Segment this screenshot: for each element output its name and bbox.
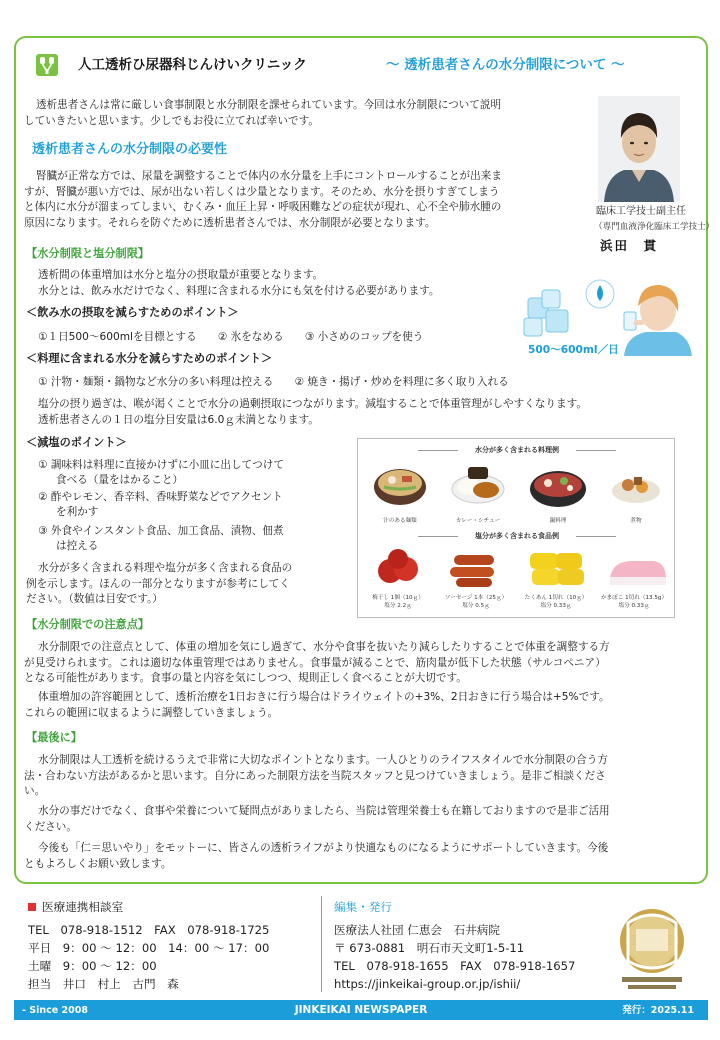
closing-p3-line-2: ともよろしくお願い致します。 bbox=[24, 857, 172, 870]
bottom-bar bbox=[14, 1000, 708, 1020]
staff-title: 臨床工学技士副主任 bbox=[596, 206, 686, 217]
publisher-title: 編集・発行 bbox=[334, 900, 392, 914]
saturday-hours: 土曜 9：00 ～ 12：00 bbox=[28, 959, 157, 973]
water-foods-images bbox=[370, 461, 670, 513]
salt-water-line-1: 透析間の体重増加は水分と塩分の摂取量が重要となります。 bbox=[38, 269, 324, 281]
salt-foods-title: 塩分が多く含まれる食品例 bbox=[475, 532, 559, 540]
closing-heading: 【最後に】 bbox=[26, 731, 82, 744]
water-food-caption: 鍋料理 bbox=[549, 518, 567, 524]
closing-p1-line-3: い。 bbox=[24, 785, 46, 797]
salt-food-caption: ソーセージ 1本（25ｇ） bbox=[444, 595, 508, 601]
low-salt-point-3b: は控える bbox=[56, 540, 99, 552]
low-salt-point-3a: ③ 外食やインスタント食品、加工食品、漬物、佃煮 bbox=[38, 525, 284, 537]
staff-photo bbox=[598, 96, 680, 202]
example-line-2: 例を示します。ほんの一部分となりますが参考にしてく bbox=[26, 577, 290, 590]
closing-p3-line-1: 今後も「仁＝思いやり」をモットーに、皆さんの透析ライフがより快適なものになるようにサポートしていきます。今後 bbox=[38, 842, 609, 854]
staff-name: 浜田 貫 bbox=[600, 238, 659, 253]
salt-food-caption: かまぼこ 1切れ（13.5g） bbox=[600, 595, 668, 601]
water-foods-title: 水分が多く含まれる料理例 bbox=[475, 446, 559, 454]
salt-food-caption: 梅干し 1個（10ｇ） bbox=[372, 595, 424, 601]
contact-tel-fax: TEL 078-918-1512 FAX 078-918-1725 bbox=[28, 923, 270, 937]
contact-staff: 担当 井口 村上 古門 森 bbox=[28, 977, 179, 991]
accreditation-badge-icon bbox=[614, 903, 690, 993]
publisher-address: 〒 673-0881 明石市天文町1-5-11 bbox=[334, 941, 525, 955]
intro-line-1: 透析患者さんは常に厳しい食事制限と水分制限を課せられています。今回は水分制限について説明 bbox=[36, 99, 502, 111]
publisher-org: 医療法人社団 仁恵会 石井病院 bbox=[334, 923, 500, 937]
low-salt-heading: ＜減塩のポイント＞ bbox=[26, 436, 127, 449]
salt-food-amount: 塩分 0.33ｇ bbox=[540, 603, 572, 609]
divider bbox=[576, 536, 616, 537]
low-salt-point-1a: ① 調味料は料理に直接かけずに小皿に出してつけて bbox=[38, 459, 284, 471]
closing-p1-line-1: 水分制限は人工透析を続けるうえで非常に大切なポイントとなります。一人ひとりのライフスタイルで水分制限の合う方 bbox=[38, 754, 608, 766]
example-line-1: 水分が多く含まれる料理や塩分が多く含まれる食品の bbox=[38, 562, 293, 574]
simmered-dish-icon bbox=[612, 477, 660, 503]
salt-food-amount: 塩分 2.2ｇ bbox=[384, 603, 412, 609]
low-salt-point-2a: ② 酢やレモン、香辛料、香味野菜などでアクセント bbox=[38, 491, 283, 503]
water-amount-label: 500～600ml／日 bbox=[528, 344, 619, 356]
water-food-caption: カレー・シチュー bbox=[455, 518, 501, 524]
takuan-icon bbox=[530, 553, 584, 585]
divider bbox=[576, 450, 616, 451]
hotpot-icon bbox=[530, 471, 586, 507]
food-examples-figure bbox=[357, 438, 675, 618]
since-label: - Since 2008 bbox=[22, 1005, 88, 1016]
necessity-heading: 透析患者さんの水分制限の必要性 bbox=[32, 142, 228, 157]
contact-office-title: 医療連携相談室 bbox=[42, 900, 124, 914]
staff-subtitle: （専門血液浄化臨床工学技士） bbox=[594, 222, 715, 232]
newspaper-name: JINKEIKAI NEWSPAPER bbox=[294, 1004, 428, 1016]
example-line-3: ださい。（数値は目安です。） bbox=[26, 593, 163, 605]
drink-points-heading: ＜飲み水の摂取を減らすためのポイント＞ bbox=[26, 306, 239, 319]
newsletter-topic: ～ 透析患者さんの水分制限について ～ bbox=[386, 57, 625, 73]
contact-office bbox=[28, 898, 269, 993]
salt-food-amount: 塩分 0.33ｇ bbox=[618, 603, 650, 609]
clinic-name: 人工透析ひ尿器科じんけいクリニック bbox=[78, 57, 307, 73]
header bbox=[36, 54, 676, 82]
publisher-url[interactable]: https://jinkeikai-group.or.jp/ishii/ bbox=[334, 977, 521, 991]
food-points-heading: ＜料理に含まれる水分を減らすためのポイント＞ bbox=[26, 352, 273, 365]
cautions-line-1: 水分制限での注意点として、体重の増加を気にし過ぎて、水分や食事を抜いたり減らしたりすることで体重を調整する方 bbox=[38, 641, 610, 653]
weekday-hours: 平日 9：00 ～ 12：00 14：00 ～ 17：00 bbox=[28, 941, 270, 955]
necessity-line-3: と体内に水分が溜まってしまい、むくみ・血圧上昇・呼吸困難などの症状が現れ、心不全や肺水腫の bbox=[24, 201, 502, 213]
clinic-logo-icon bbox=[36, 54, 58, 76]
umeboshi-icon bbox=[378, 549, 418, 583]
salt-line-1: 塩分の摂り過ぎは、喉が渇くことで水分の過剰摂取につながります。減塩することで体重管理がしやすくなります。 bbox=[38, 398, 587, 410]
salt-line-2: 透析患者さんの１日の塩分目安量は6.0ｇ未満となります。 bbox=[38, 413, 319, 426]
divider bbox=[418, 450, 458, 451]
cautions-line-3: となる可能性があります。食事の量と内容を気にしつつ、規則正しく食べることが大切です。 bbox=[24, 672, 467, 684]
ice-cube-icon bbox=[524, 290, 568, 336]
cautions-line-2: が見受けられます。これは適切な体重管理ではありません。食事量が減ることで、筋肉量が低下した状態（サルコペニア） bbox=[24, 656, 606, 669]
sausage-icon bbox=[450, 555, 494, 587]
noodle-bowl-icon bbox=[374, 469, 426, 505]
closing-p1-line-2: 法・合わない方法があるかと思います。自分にあった制限方法を当院スタッフと見つけていきましょう。是非ご相談くださ bbox=[24, 769, 606, 782]
cautions-line-5: これらの範囲に収まるように調整していきましょう。 bbox=[24, 706, 279, 719]
intro-line-2: していきたいと思います。少しでもお役に立てれば幸いです。 bbox=[24, 115, 319, 127]
issue-date: 発行：2025.11 bbox=[622, 1005, 694, 1016]
publisher-info bbox=[334, 898, 575, 993]
salt-foods-images bbox=[370, 547, 670, 591]
kamaboko-icon bbox=[610, 561, 666, 585]
square-bullet-icon bbox=[28, 903, 36, 911]
necessity-line-1: 腎臓が正常な方では、尿量を調整することで体内の水分量を上手にコントロールすることが出来ま bbox=[36, 170, 502, 182]
curry-plate-icon bbox=[452, 467, 504, 503]
water-food-caption: 煮物 bbox=[630, 518, 642, 524]
low-salt-point-1b: 食べる（量をはかること） bbox=[56, 474, 184, 486]
drink-points: ①１日500～600mlを目標とする ② 氷をなめる ③ 小さめのコップを使う bbox=[38, 331, 424, 343]
low-salt-point-2b: を利かす bbox=[56, 506, 99, 518]
salt-food-amount: 塩分 0.5ｇ bbox=[462, 603, 490, 609]
salt-water-line-2: 水分とは、飲み水だけでなく、料理に含まれる水分にも気を付ける必要があります。 bbox=[38, 285, 440, 297]
salt-food-caption: たくあん 1切れ（10ｇ） bbox=[524, 595, 588, 601]
publisher-tel-fax: TEL 078-918-1655 FAX 078-918-1657 bbox=[334, 959, 576, 973]
closing-p2-line-1: 水分の事だけでなく、食事や栄養について疑問点がありましたら、当院は管理栄養士も在籍しておりますので是非ご活用 bbox=[38, 805, 610, 817]
footer-divider bbox=[321, 896, 322, 992]
food-points: ① 汁物・麺類・鍋物など水分の多い料理は控える ② 焼き・揚げ・炒めを料理に多く取り入れる bbox=[38, 376, 509, 388]
necessity-line-2: すが、腎臓が悪い方では、尿が出ない若しくは少量となります。そのため、水分を摂りすぎてしまう bbox=[24, 185, 500, 198]
water-food-caption: 汁のある麺類 bbox=[383, 518, 417, 524]
closing-p2-line-2: ください。 bbox=[24, 820, 77, 833]
divider bbox=[418, 536, 458, 537]
necessity-line-4: 原因になります。それらを防ぐために透析患者さんでは、水分制限が必要となります。 bbox=[24, 216, 436, 229]
salt-water-heading: 【水分制限と塩分制限】 bbox=[26, 247, 150, 260]
cautions-line-4: 体重増加の許容範囲として、透析治療を1日おきに行う場合はドライウェイトの+3%、2日おきに行う場合は+5%です。 bbox=[38, 691, 610, 703]
cautions-heading: 【水分制限での注意点】 bbox=[26, 618, 150, 631]
